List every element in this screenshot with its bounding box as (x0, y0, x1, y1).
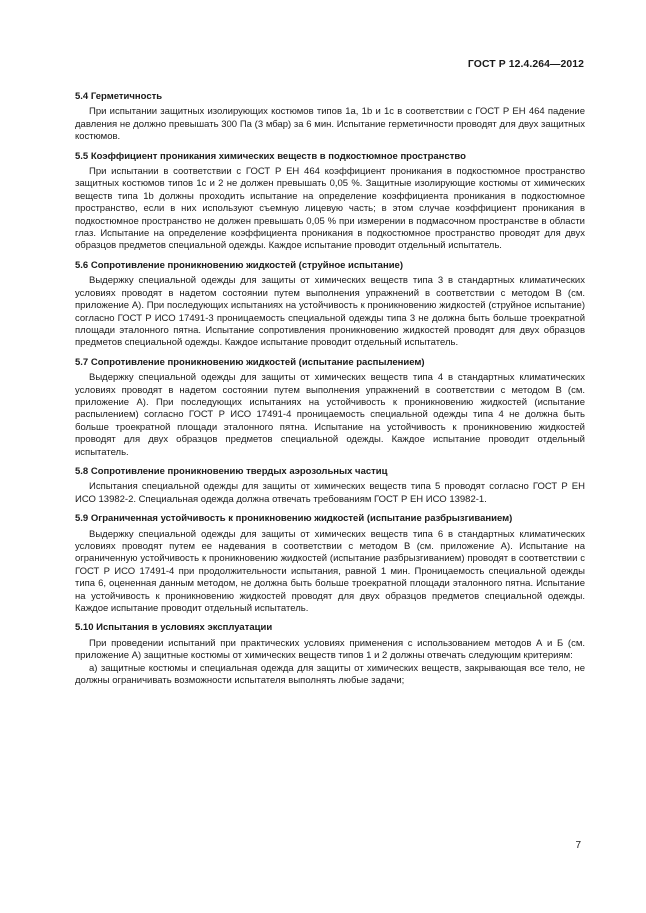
paragraph: Выдержку специальной одежды для защиты от химических веществ типа 3 в стандартных климатических условиях проводят в надетом состоянии путем выполнения упражнений в соответствии с методом В (см. приложение А). При последующих испытаниях на устойчивость к проникновению жидкостей (струйное испытание) согласно ГОСТ Р ИСО 17491-3 проницаемость специальной одежды типа 3 не должна быть больше троекратной площади эталонного пятна. Испытание сопротивления проникновению жидкостей проводят для двух образцов предметов специальной одежды. Каждое испытание проводит отдельный испытатель. (75, 275, 585, 349)
section-5-6 (75, 260, 585, 350)
section-heading: 5.7 Сопротивление проникновению жидкостей (испытание распылением) (75, 356, 425, 368)
section-heading: 5.4 Герметичность (75, 91, 163, 102)
section-5-5 (75, 151, 585, 253)
paragraph: При проведении испытаний при практических условиях применения с использованием методов А и Б (см. приложение А) защитные костюмы от химических веществ типов 1 и 2 должны отвечать следующим критериям: (75, 637, 585, 662)
paragraph: Выдержку специальной одежды для защиты от химических веществ типа 6 в стандартных климатических условиях проводят путем ее надевания в соответствии с методом В (см. приложение А). Испытание на ограниченную устойчивость к проникновению жидкостей (испытание разбрызгиванием) проводят в соответствии с ГОСТ Р ИСО 17491-4 при продолжительности испытания, равной 1 мин. Проницаемость специальной одежды типа 6, оцененная данным методом, не должна быть больше троекратной площади эталонного пятна. Испытание на устойчивость к проникновению жидкостей проводят для двух образцов предметов специальной одежды. Каждое испытание проводит отдельный испытатель. (75, 528, 585, 615)
page-number: 7 (575, 840, 581, 851)
section-heading: 5.8 Сопротивление проникновению твердых аэрозольных частиц (75, 465, 388, 477)
standard-code-header: ГОСТ Р 12.4.264—2012 (467, 59, 584, 70)
section-heading: 5.6 Сопротивление проникновению жидкостей (струйное испытание) (75, 259, 403, 271)
section-5-9 (75, 513, 585, 615)
section-heading: 5.5 Коэффициент проникания химических веществ в подкостюмное пространство (75, 150, 466, 162)
section-heading: 5.9 Ограниченная устойчивость к проникновению жидкостей (испытание разбрызгиванием) (75, 513, 513, 525)
section-5-4 (75, 91, 585, 144)
paragraph: При испытании защитных изолирующих костюмов типов 1а, 1b и 1с в соответствии с ГОСТ Р ЕН 464 падение давления не должно превышать 300 Па (3 мбар) за 6 мин. Испытание герметичности проводят для двух защитных костюмов. (75, 106, 585, 143)
paragraph: Выдержку специальной одежды для защиты от химических веществ типа 4 в стандартных климатических условиях проводят в надетом состоянии путем выполнения упражнений в соответствии с методом В (см. приложение А). При последующих испытаниях на устойчивость к проникновению жидкостей (испытание распылением) согласно ГОСТ Р ИСО 17491-4 проницаемость специальной одежды типа 4 не должна быть больше троекратной площади эталонного пятна. Испытание на устойчивость к проникновению жидкостей проводят для двух образцов предметов специальной одежды. Каждое испытание проводит отдельный испытатель. (75, 372, 585, 458)
document-body (75, 91, 585, 694)
section-5-7 (75, 357, 585, 459)
paragraph: При испытании в соответствии с ГОСТ Р ЕН 464 коэффициент проникания в подкостюмное пространство защитных костюмов типов 1с и 2 не должен превышать 0,05 %. Защитные изолирующие костюмы от химических веществ типа 1b должны проходить испытание на определение коэффициента проникания в подкостюмное пространство, если в них используют съемную лицевую часть; в этом случае коэффициент проникания в подкостюмное пространство не должен превышать 0,05 % при измерении в подмасочном пространстве в области глаз. Испытание на определение коэффициента проникания в подкостюмное пространство проводят для двух образцов предметов специальной одежды. Каждое испытание проводит отдельный испытатель. (75, 166, 585, 252)
section-heading: 5.10 Испытания в условиях эксплуатации (75, 622, 273, 634)
section-5-10 (75, 622, 585, 687)
paragraph: Испытания специальной одежды для защиты от химических веществ типа 5 проводят согласно ГОСТ Р ЕН ИСО 13982-2. Специальная одежда должна отвечать требованиям ГОСТ Р ЕН ИСО 13982-1. (75, 481, 585, 505)
paragraph: а) защитные костюмы и специальная одежда для защиты от химических веществ, закрывающая все тело, не должны ограничивать возможности испытателя выполнять любые задачи; (75, 662, 585, 687)
section-5-8 (75, 466, 585, 506)
